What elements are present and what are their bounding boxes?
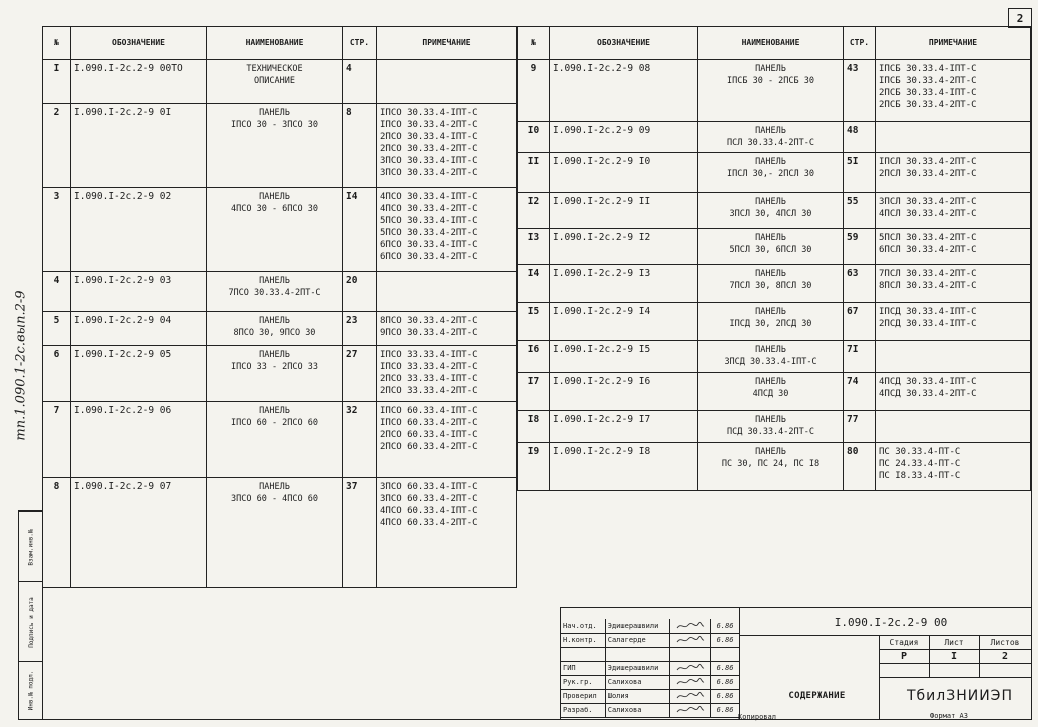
row-name	[207, 312, 343, 346]
row-number: I5	[518, 303, 550, 341]
row-note-line: 5ПСЛ 30.33.4-2ПТ-С	[879, 233, 977, 243]
tb-divider	[879, 677, 1031, 678]
row-name	[698, 60, 844, 122]
row-note-line: IПСО 60.33.4-2ПТ-С	[380, 418, 478, 428]
row-name	[698, 193, 844, 229]
row-page: 55	[844, 193, 876, 229]
signature-role: ГИП	[561, 661, 606, 675]
row-name-line: ПАНЕЛЬ	[755, 269, 786, 279]
row-name-line: IПСБ 30 - 2ПСБ 30	[727, 76, 814, 86]
row-page: 37	[343, 478, 377, 588]
signature-role: Нач.отд.	[561, 619, 606, 633]
row-code: I.090.I-2c.2-9 I0	[550, 153, 698, 193]
signature-date	[711, 647, 739, 661]
table-row	[43, 402, 517, 478]
row-note-line: 3ПСО 60.33.4-IПТ-С	[380, 482, 478, 492]
row-number: I8	[518, 411, 550, 443]
table-row	[518, 443, 1031, 491]
stamp-cell-signature-date	[19, 581, 43, 662]
contents-table-left	[42, 26, 517, 588]
row-page: 5I	[844, 153, 876, 193]
sheets-label: Листов	[990, 638, 1020, 647]
row-page: 7I	[844, 341, 876, 373]
table-row	[43, 104, 517, 188]
format-label: Формат А3	[930, 712, 968, 720]
title-block	[560, 607, 1031, 719]
tb-divider	[739, 635, 1031, 636]
row-notes	[377, 346, 517, 402]
table-header-row	[518, 27, 1031, 60]
row-note-line: 8ПСЛ 30.33.4-2ПТ-С	[879, 281, 977, 291]
row-number: I	[43, 60, 71, 104]
sheet-title: СОДЕРЖАНИЕ	[788, 691, 846, 701]
row-notes	[876, 153, 1031, 193]
row-name-line: ПАНЕЛЬ	[755, 345, 786, 355]
row-number: 6	[43, 346, 71, 402]
row-note-line: 3ПСО 30.33.4-2ПТ-С	[380, 168, 478, 178]
row-number: 4	[43, 272, 71, 312]
row-notes	[876, 411, 1031, 443]
row-name-line: 7ПСО 30.33.4-2ПТ-С	[228, 288, 321, 298]
row-note-line: 6ПСО 30.33.4-IПТ-С	[380, 240, 478, 250]
tb-divider	[879, 649, 1031, 650]
row-code: I.090.I-2c.2-9 07	[71, 478, 207, 588]
row-note-line: 2ПСО 30.33.4-2ПТ-С	[380, 144, 478, 154]
col-num-header: №	[518, 27, 550, 60]
row-name	[698, 341, 844, 373]
row-name-line: ПСЛ 30.33.4-2ПТ-С	[727, 138, 814, 148]
signature-date: 6.86	[716, 622, 734, 630]
row-name-line: ПАНЕЛЬ	[755, 307, 786, 317]
signature-mark	[670, 647, 711, 661]
row-page: 4	[343, 60, 377, 104]
col-page-header: СТР.	[844, 27, 876, 60]
row-notes	[377, 272, 517, 312]
row-name-line: 4ПСО 30 - 6ПСО 30	[231, 204, 318, 214]
contents-table-right	[517, 26, 1031, 491]
row-note-line: 2ПСО 60.33.4-IПТ-С	[380, 430, 478, 440]
row-notes	[876, 373, 1031, 411]
stamp-cell-replaced-inv	[19, 511, 43, 582]
table-row	[43, 60, 517, 104]
row-note-line: 2ПСБ 30.33.4-IПТ-С	[879, 88, 977, 98]
row-code: I.090.I-2c.2-9 03	[71, 272, 207, 312]
row-name-line: ПАНЕЛЬ	[755, 377, 786, 387]
row-page: I4	[343, 188, 377, 272]
row-code: I.090.I-2c.2-9 II	[550, 193, 698, 229]
table-body-left	[43, 60, 517, 588]
row-note-line: 3ПСО 60.33.4-2ПТ-С	[380, 494, 478, 504]
row-notes	[876, 60, 1031, 122]
row-name-line: 3ПСД 30.33.4-IПТ-С	[724, 357, 817, 367]
row-page: 80	[844, 443, 876, 491]
row-name-line: ПАНЕЛЬ	[259, 406, 290, 416]
row-page: 59	[844, 229, 876, 265]
row-name	[207, 188, 343, 272]
table-body-right	[518, 60, 1031, 491]
signature-name: Эдишерашвили	[606, 619, 671, 633]
side-annotation	[2, 250, 40, 480]
row-code: I.090.I-2c.2-9 0I	[71, 104, 207, 188]
row-name	[207, 346, 343, 402]
row-page: 63	[844, 265, 876, 303]
row-note-line: 2ПСО 33.33.4-2ПТ-С	[380, 386, 478, 396]
tb-divider	[739, 608, 740, 719]
table-row	[43, 346, 517, 402]
row-notes	[876, 265, 1031, 303]
row-name	[698, 122, 844, 153]
row-name-line: ПАНЕЛЬ	[755, 157, 786, 167]
row-notes	[377, 312, 517, 346]
signature-role	[561, 647, 606, 661]
row-code: I.090.I-2c.2-9 00ТО	[71, 60, 207, 104]
row-number: I3	[518, 229, 550, 265]
row-note-line: 5ПСО 30.33.4-2ПТ-С	[380, 228, 478, 238]
row-notes	[377, 188, 517, 272]
row-name	[698, 373, 844, 411]
row-note-line: IПСО 60.33.4-IПТ-С	[380, 406, 478, 416]
stamp-label: Инв.№ подл.	[27, 670, 35, 711]
col-num-header: №	[43, 27, 71, 60]
signature-row	[561, 633, 739, 648]
signature-date: 6.86	[716, 706, 734, 714]
row-note-line: 6ПСЛ 30.33.4-2ПТ-С	[879, 245, 977, 255]
stage-label: Стадия	[889, 638, 919, 647]
row-code: I.090.I-2c.2-9 08	[550, 60, 698, 122]
row-name	[698, 443, 844, 491]
row-note-line: 6ПСО 30.33.4-2ПТ-С	[380, 252, 478, 262]
table-row	[518, 60, 1031, 122]
table-row	[518, 229, 1031, 265]
row-note-line: IПСО 33.33.4-2ПТ-С	[380, 362, 478, 372]
row-name-line: ПАНЕЛЬ	[259, 276, 290, 286]
row-note-line: 2ПСО 60.33.4-2ПТ-С	[380, 442, 478, 452]
table-row	[43, 478, 517, 588]
row-note-line: 2ПСО 30.33.4-IПТ-С	[380, 132, 478, 142]
signature-row	[561, 689, 739, 704]
signature-date: 6.86	[716, 664, 734, 672]
signature-mark	[670, 675, 711, 689]
row-name-line: ПСД 30.33.4-2ПТ-С	[727, 427, 814, 437]
row-name	[698, 303, 844, 341]
row-name	[207, 104, 343, 188]
row-code: I.090.I-2c.2-9 05	[71, 346, 207, 402]
row-name-line: ПС 30, ПС 24, ПС I8	[721, 459, 820, 469]
signature-mark	[670, 703, 711, 717]
row-name-line: 5ПСЛ 30, 6ПСЛ 30	[729, 245, 812, 255]
col-code-header: ОБОЗНАЧЕНИЕ	[71, 27, 207, 60]
signature-role: Н.контр.	[561, 633, 606, 647]
row-notes	[876, 229, 1031, 265]
row-note-line: 8ПСО 30.33.4-2ПТ-С	[380, 316, 478, 326]
row-number: I9	[518, 443, 550, 491]
signature-row	[561, 675, 739, 690]
signature-name: Шолия	[606, 689, 671, 703]
signature-name: Эдишерашвили	[606, 661, 671, 675]
row-page: 74	[844, 373, 876, 411]
signature-mark	[670, 633, 711, 647]
sheets-value: 2	[1001, 651, 1009, 662]
organization-name: ТбилЗНИИЭП	[907, 688, 1013, 704]
signature-date: 6.86	[716, 692, 734, 700]
table-row	[518, 122, 1031, 153]
row-note-line: 4ПСО 30.33.4-IПТ-С	[380, 192, 478, 202]
row-page: 20	[343, 272, 377, 312]
signature-mark	[670, 689, 711, 703]
row-name-line: ПАНЕЛЬ	[259, 108, 290, 118]
row-name	[207, 478, 343, 588]
row-notes	[876, 443, 1031, 491]
row-name-line: ПАНЕЛЬ	[259, 350, 290, 360]
row-name-line: ОПИСАНИЕ	[254, 76, 295, 86]
col-page-header: СТР.	[343, 27, 377, 60]
row-name-line: IПСЛ 30,- 2ПСЛ 30	[727, 169, 814, 179]
row-name-line: 7ПСЛ 30, 8ПСЛ 30	[729, 281, 812, 291]
row-name-line: ПАНЕЛЬ	[755, 126, 786, 136]
signature-date: 6.86	[716, 678, 734, 686]
row-name-line: ПАНЕЛЬ	[755, 197, 786, 207]
row-notes	[377, 478, 517, 588]
row-name-line: IПСД 30, 2ПСД 30	[729, 319, 812, 329]
row-note-line: IПСО 30.33.4-2ПТ-С	[380, 120, 478, 130]
col-name-header: НАИМЕНОВАНИЕ	[698, 27, 844, 60]
table-row	[518, 373, 1031, 411]
row-note-line: IПСО 33.33.4-IПТ-С	[380, 350, 478, 360]
row-number: II	[518, 153, 550, 193]
row-note-line: 2ПСБ 30.33.4-2ПТ-С	[879, 100, 977, 110]
tb-divider	[879, 663, 1031, 664]
document-code: I.090.I-2c.2-9 00	[834, 616, 948, 629]
col-name-header: НАИМЕНОВАНИЕ	[207, 27, 343, 60]
left-stamp-strip	[18, 510, 43, 720]
row-number: I6	[518, 341, 550, 373]
row-number: 2	[43, 104, 71, 188]
row-page: 77	[844, 411, 876, 443]
row-note-line: IПСЛ 30.33.4-2ПТ-С	[879, 157, 977, 167]
row-notes	[876, 122, 1031, 153]
row-page: 48	[844, 122, 876, 153]
row-name-line: IПСО 60 - 2ПСО 60	[231, 418, 318, 428]
row-note-line: ПС 24.33.4-ПТ-С	[879, 459, 961, 469]
row-notes	[377, 402, 517, 478]
row-name-line: IПСО 30 - 3ПСО 30	[231, 120, 318, 130]
table-row	[43, 312, 517, 346]
row-note-line: IПСД 30.33.4-IПТ-С	[879, 307, 977, 317]
tb-divider	[879, 635, 880, 719]
col-note-header: ПРИМЕЧАНИЕ	[377, 27, 517, 60]
page-number-box	[1008, 8, 1032, 28]
row-note-line: IПСБ 30.33.4-2ПТ-С	[879, 76, 977, 86]
row-note-line: 7ПСЛ 30.33.4-2ПТ-С	[879, 269, 977, 279]
copied-label: Копировал	[738, 713, 776, 721]
row-name-line: ПАНЕЛЬ	[259, 192, 290, 202]
row-code: I.090.I-2c.2-9 I2	[550, 229, 698, 265]
row-page: 27	[343, 346, 377, 402]
row-name	[698, 265, 844, 303]
row-notes	[377, 60, 517, 104]
row-page: 8	[343, 104, 377, 188]
row-code: I.090.I-2c.2-9 04	[71, 312, 207, 346]
stage-value: Р	[900, 651, 908, 662]
row-name-line: IПСО 33 - 2ПСО 33	[231, 362, 318, 372]
table-row	[518, 193, 1031, 229]
row-notes	[377, 104, 517, 188]
row-name-line: ПАНЕЛЬ	[755, 447, 786, 457]
row-number: 5	[43, 312, 71, 346]
row-name	[698, 153, 844, 193]
row-notes	[876, 341, 1031, 373]
sheet-value: I	[950, 651, 958, 662]
row-note-line: 5ПСО 30.33.4-IПТ-С	[380, 216, 478, 226]
row-name-line: ПАНЕЛЬ	[755, 233, 786, 243]
row-name-line: 8ПСО 30, 9ПСО 30	[233, 328, 316, 338]
row-name-line: ПАНЕЛЬ	[259, 316, 290, 326]
row-code: I.090.I-2c.2-9 09	[550, 122, 698, 153]
row-page: 43	[844, 60, 876, 122]
signature-row	[561, 647, 739, 662]
row-number: I0	[518, 122, 550, 153]
row-name	[207, 272, 343, 312]
row-note-line: 4ПСО 60.33.4-IПТ-С	[380, 506, 478, 516]
signature-role: Проверил	[561, 689, 606, 703]
signature-mark	[670, 619, 711, 633]
row-number: I4	[518, 265, 550, 303]
row-name	[207, 402, 343, 478]
row-notes	[876, 193, 1031, 229]
row-name-line: ТЕХНИЧЕСКОЕ	[246, 64, 303, 74]
signature-name: Салихова	[606, 703, 671, 717]
row-note-line: ПС I8.33.4-ПТ-С	[879, 471, 961, 481]
table-header-row	[43, 27, 517, 60]
row-note-line: IПСБ 30.33.4-IПТ-С	[879, 64, 977, 74]
table-row	[518, 411, 1031, 443]
row-notes	[876, 303, 1031, 341]
row-note-line: 2ПСО 33.33.4-IПТ-С	[380, 374, 478, 384]
row-code: I.090.I-2c.2-9 I6	[550, 373, 698, 411]
row-number: 3	[43, 188, 71, 272]
sheet-label: Лист	[944, 638, 964, 647]
signature-role: Рук.гр.	[561, 675, 606, 689]
signature-name: Салихова	[606, 675, 671, 689]
row-name-line: 3ПСО 60 - 4ПСО 60	[231, 494, 318, 504]
row-note-line: 3ПСЛ 30.33.4-2ПТ-С	[879, 197, 977, 207]
side-annotation-text: тп.1.090.1-2с.вып.2-9	[13, 289, 29, 441]
row-number: 7	[43, 402, 71, 478]
table-row	[518, 303, 1031, 341]
signature-row	[561, 661, 739, 676]
table-row	[518, 341, 1031, 373]
signature-row	[561, 703, 739, 718]
row-number: 8	[43, 478, 71, 588]
row-name-line: ПАНЕЛЬ	[755, 64, 786, 74]
stamp-cell-inv-original	[19, 661, 43, 719]
row-note-line: 4ПСО 30.33.4-2ПТ-С	[380, 204, 478, 214]
row-code: I.090.I-2c.2-9 I7	[550, 411, 698, 443]
row-code: I.090.I-2c.2-9 I5	[550, 341, 698, 373]
signature-role: Разраб.	[561, 703, 606, 717]
row-name-line: 4ПСД 30	[752, 389, 789, 399]
signature-name	[606, 647, 671, 661]
row-page: 23	[343, 312, 377, 346]
row-number: I7	[518, 373, 550, 411]
row-code: I.090.I-2c.2-9 06	[71, 402, 207, 478]
row-name-line: ПАНЕЛЬ	[755, 415, 786, 425]
stamp-label: Взам.инв.№	[27, 528, 35, 566]
row-note-line: 2ПСЛ 30.33.4-2ПТ-С	[879, 169, 977, 179]
row-name-line: ПАНЕЛЬ	[259, 482, 290, 492]
row-name	[698, 229, 844, 265]
table-row	[43, 188, 517, 272]
stamp-label: Подпись и дата	[27, 596, 35, 648]
signature-mark	[670, 661, 711, 675]
row-note-line: 4ПСО 60.33.4-2ПТ-С	[380, 518, 478, 528]
row-page: 32	[343, 402, 377, 478]
row-note-line: IПСО 30.33.4-IПТ-С	[380, 108, 478, 118]
row-code: I.090.I-2c.2-9 I4	[550, 303, 698, 341]
row-number: 9	[518, 60, 550, 122]
table-row	[518, 265, 1031, 303]
col-code-header: ОБОЗНАЧЕНИЕ	[550, 27, 698, 60]
row-name	[698, 411, 844, 443]
signature-row	[561, 619, 739, 634]
table-row	[43, 272, 517, 312]
page-number: 2	[1016, 11, 1024, 25]
table-row	[518, 153, 1031, 193]
row-note-line: 3ПСО 30.33.4-IПТ-С	[380, 156, 478, 166]
col-note-header: ПРИМЕЧАНИЕ	[876, 27, 1031, 60]
row-note-line: 4ПСЛ 30.33.4-2ПТ-С	[879, 209, 977, 219]
signature-name: Салагерде	[606, 633, 671, 647]
signature-date: 6.86	[716, 636, 734, 644]
row-name-line: 3ПСЛ 30, 4ПСЛ 30	[729, 209, 812, 219]
row-note-line: 2ПСД 30.33.4-IПТ-С	[879, 319, 977, 329]
row-number: I2	[518, 193, 550, 229]
row-code: I.090.I-2c.2-9 I8	[550, 443, 698, 491]
row-note-line: ПС 30.33.4-ПТ-С	[879, 447, 961, 457]
row-name	[207, 60, 343, 104]
row-page: 67	[844, 303, 876, 341]
row-note-line: 9ПСО 30.33.4-2ПТ-С	[380, 328, 478, 338]
row-code: I.090.I-2c.2-9 02	[71, 188, 207, 272]
row-note-line: 4ПСД 30.33.4-2ПТ-С	[879, 389, 977, 399]
row-note-line: 4ПСД 30.33.4-IПТ-С	[879, 377, 977, 387]
row-code: I.090.I-2c.2-9 I3	[550, 265, 698, 303]
